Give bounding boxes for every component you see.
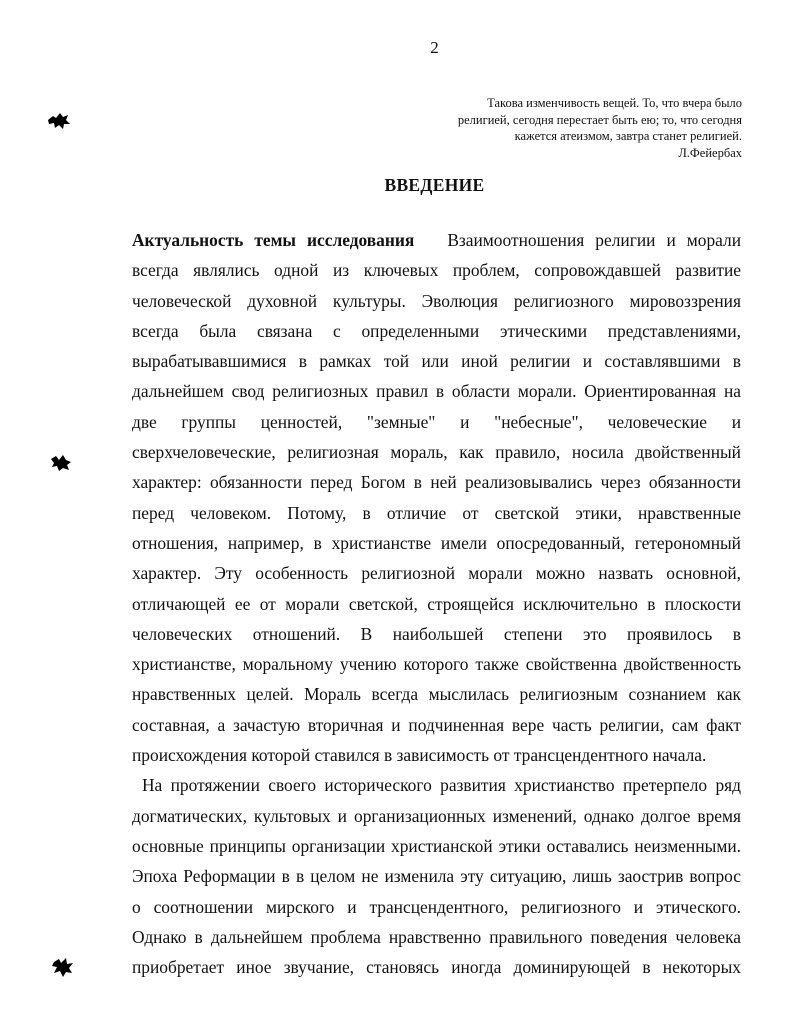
paragraph-line: всегда являлись одной из ключевых проблем, сопровождавшей развитие: [132, 260, 741, 281]
paragraph-line: вырабатывавшимися в рамках той или иной религии и составлявшими в: [132, 351, 741, 372]
paragraph-line: [132, 225, 741, 255]
ink-blot-mark: [46, 110, 72, 132]
paragraph-line: всегда была связана с определенными этическими представлениями,: [132, 320, 741, 341]
epigraph-line: кажется атеизмом, завтра станет религией.: [514, 129, 742, 143]
paragraph-line: Эпоха Реформации в в целом не изменила эту ситуацию, лишь заострив вопрос: [132, 866, 741, 887]
epigraph: [402, 95, 742, 161]
paragraph-line: отличающей ее от морали светской, строящейся исключительно в плоскости: [132, 593, 741, 614]
paragraph-text: Взаимоотношения религии и морали: [447, 230, 741, 250]
paragraph-line: две группы ценностей, "земные" и "небесные", человеческие и: [132, 411, 741, 432]
paragraph-line: перед человеком. Потому, в отличие от светской этики, нравственные: [132, 502, 741, 523]
ink-blot-mark: [48, 451, 74, 473]
body-text: [132, 225, 741, 982]
paragraph-line: На протяжении своего исторического развития христианство претерпело ряд: [142, 775, 741, 796]
paragraph-line: характер. Эту особенность религиозной морали можно назвать основной,: [132, 563, 741, 584]
paragraph-line: составная, а зачастую вторичная и подчиненная вере часть религии, сам факт: [132, 714, 741, 735]
epigraph-author: Л.Фейербах: [678, 145, 742, 160]
epigraph-line: религией, сегодня перестает быть ею; то, что сегодня: [457, 112, 742, 127]
paragraph-line: приобретает иное звучание, становясь иногда доминирующей в некоторых: [132, 957, 741, 978]
page-number: 2: [430, 38, 439, 57]
epigraph-line: Такова изменчивость вещей. То, что вчера было: [487, 96, 742, 110]
section-heading: ВВЕДЕНИЕ: [384, 175, 485, 195]
paragraph-line: отношения, например, в христианстве имели опосредованный, гетерономный: [132, 532, 741, 553]
paragraph-line: характер: обязанности перед Богом в ней реализовывались через обязанности: [132, 472, 741, 493]
paragraph-line: нравственных целей. Мораль всегда мыслилась религиозным сознанием как: [132, 684, 741, 705]
paragraph-line: о соотношении мирского и трансцендентного, религиозного и этического.: [132, 896, 741, 917]
paragraph-lead: Актуальность темы исследования: [132, 230, 415, 250]
paragraph-line: основные принципы организации христианской этики оставались неизменными.: [132, 835, 741, 856]
paragraph-line: Однако в дальнейшем проблема нравственно правильного поведения человека: [132, 926, 741, 947]
paragraph-line: человеческой духовной культуры. Эволюция религиозного мировоззрения: [132, 290, 741, 311]
paragraph-line: дальнейшем свод религиозных правил в области морали. Ориентированная на: [132, 381, 741, 402]
paragraph-line: догматических, культовых и организационных изменений, однако долгое время: [132, 805, 741, 826]
paragraph-line: происхождения которой ставился в зависимость от трансцендентного начала.: [132, 745, 707, 766]
paragraph-line: сверхчеловеческие, религиозная мораль, как правило, носила двойственный: [132, 442, 741, 463]
paragraph-line: человеческих отношений. В наибольшей степени это проявилось в: [132, 623, 741, 644]
paragraph-line: христианстве, моральному учению которого также свойственна двойственность: [132, 654, 741, 675]
ink-blot-mark: [50, 955, 76, 979]
